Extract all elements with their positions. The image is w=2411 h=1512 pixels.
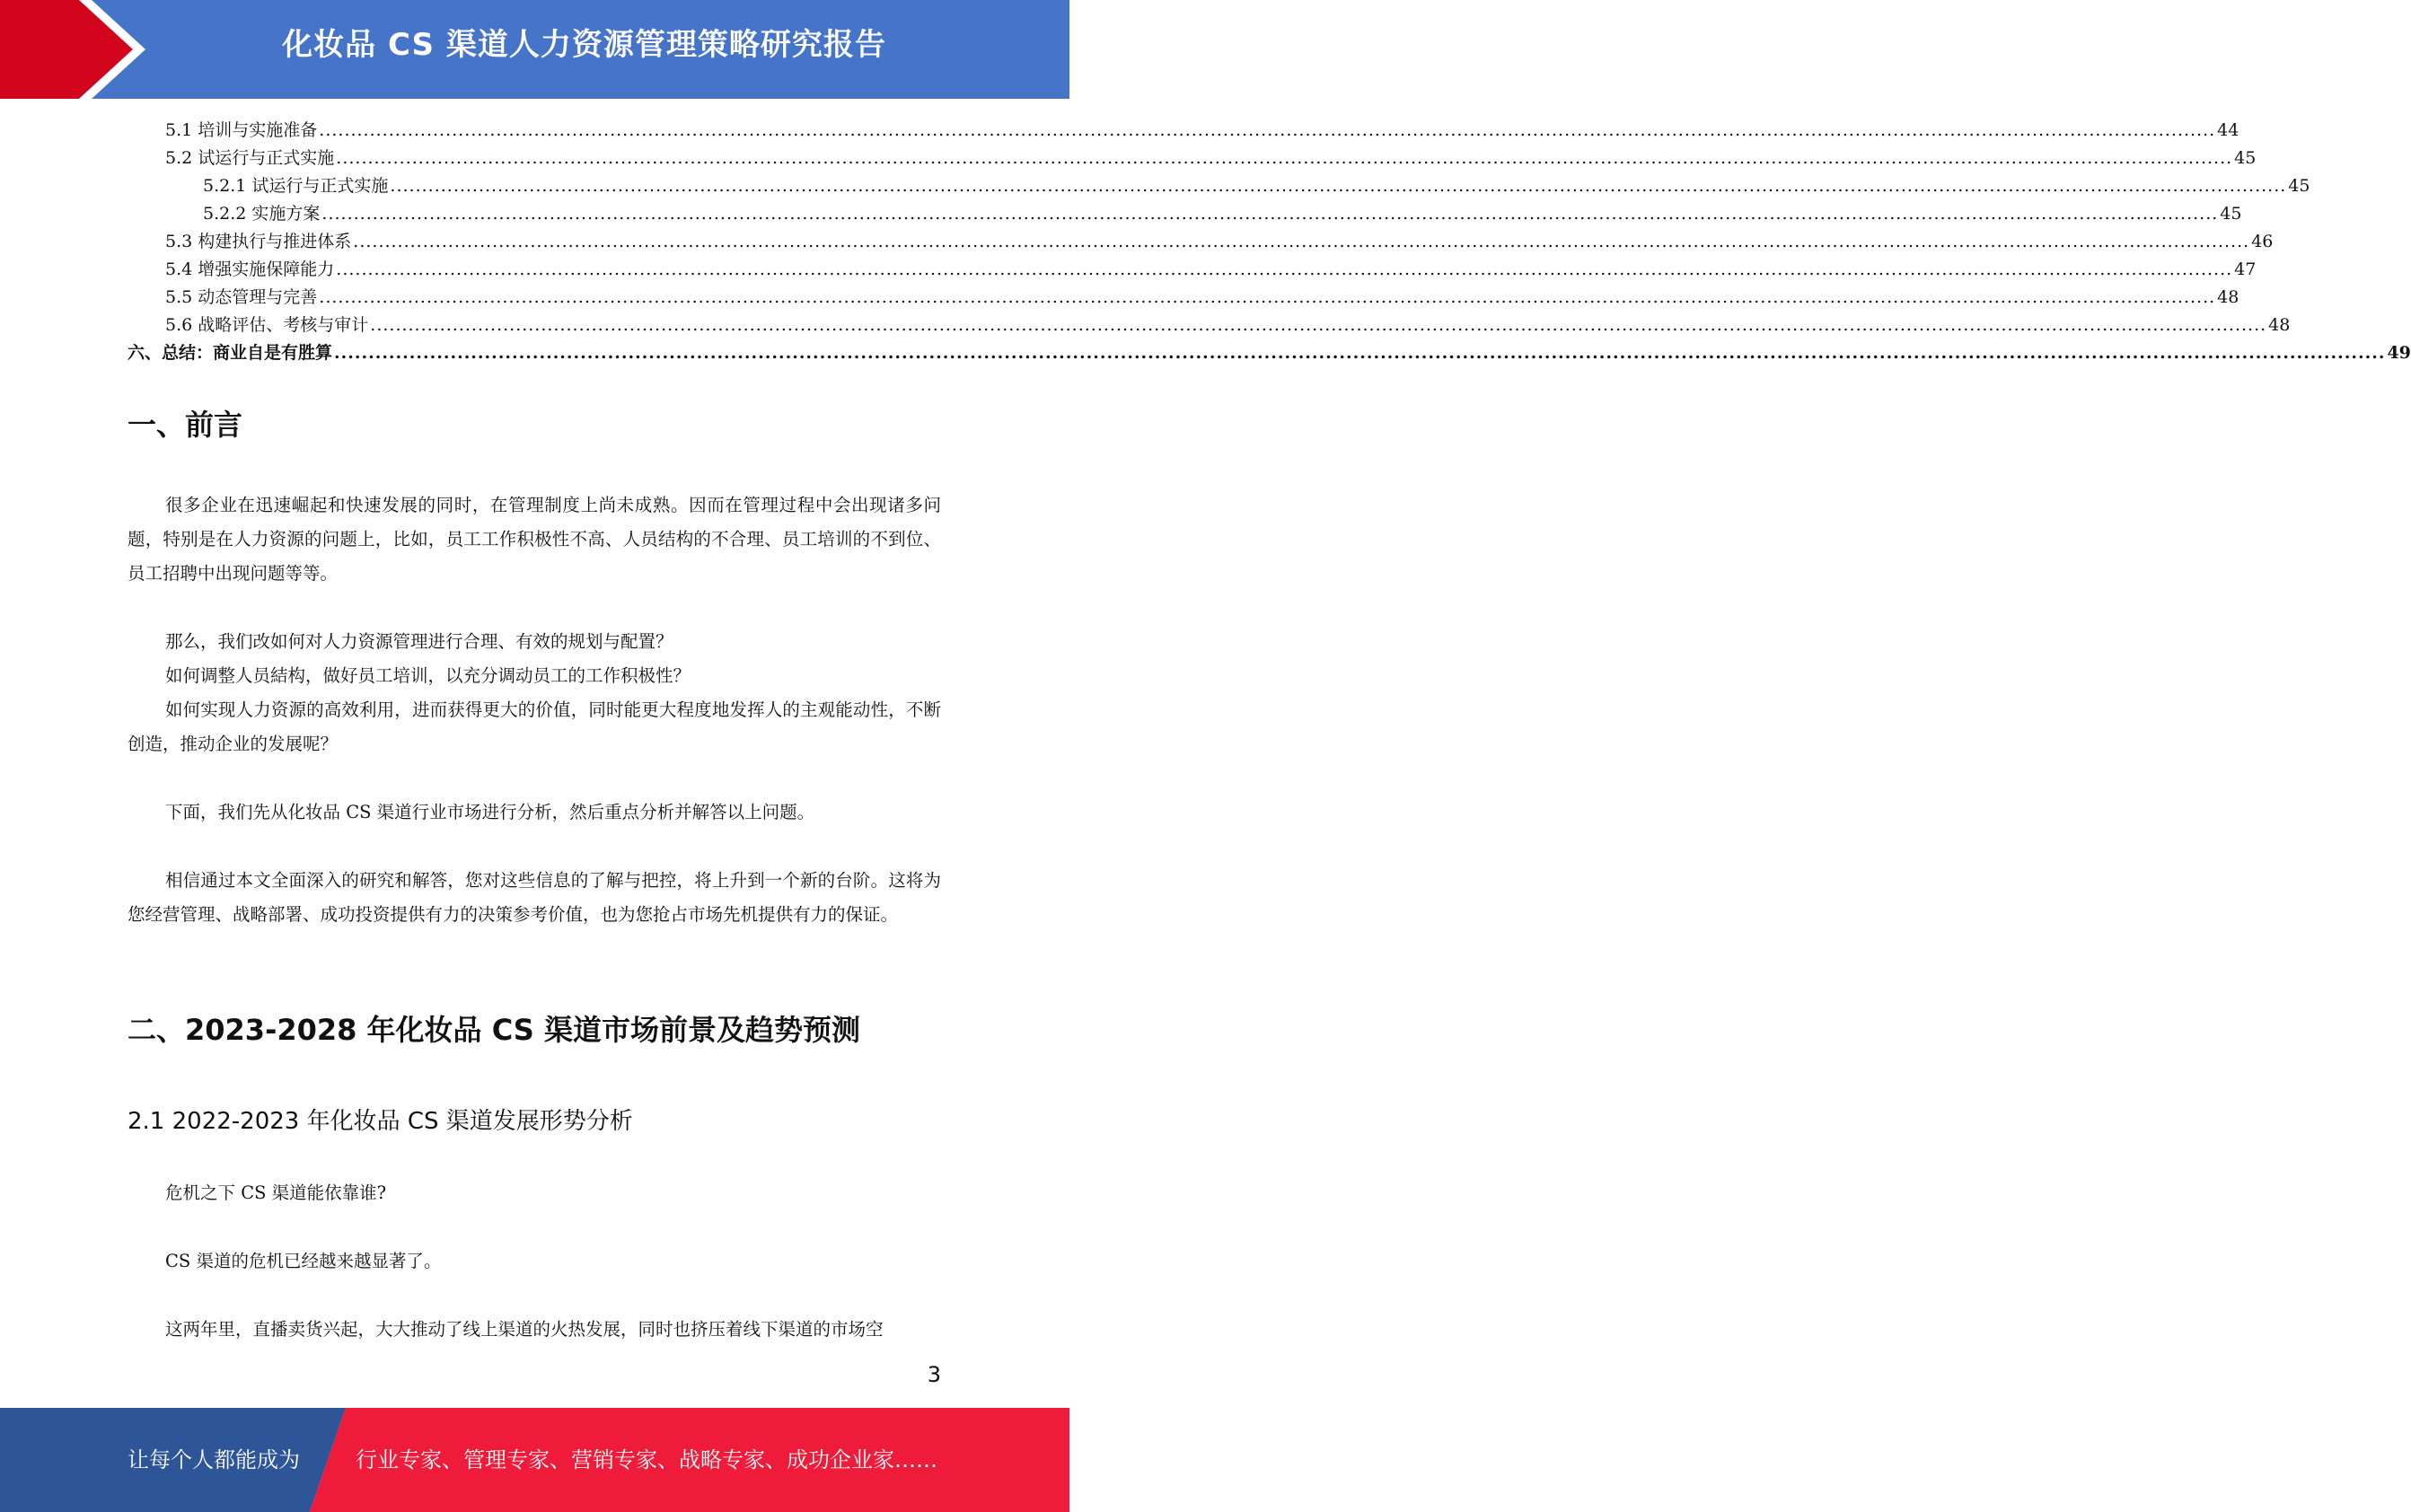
body-paragraph: CS 渠道的危机已经越来越显著了。 [165,1251,442,1271]
report-title: 化妆品 CS 渠道人力资源管理策略研究报告 [282,27,886,63]
toc-entry-number: 5.4 [165,259,193,279]
body-paragraph: 危机之下 CS 渠道能依靠谁? [165,1182,387,1203]
toc-entry-number: 5.6 [165,315,193,335]
toc-entry-title: 动态管理与完善 [198,287,318,307]
footer-slogan-right: 行业专家、管理专家、营销专家、战略专家、成功企业家…… [356,1447,937,1472]
toc-entry-number: 5.2.2 [203,204,247,224]
body-paragraph: 如何实现人力资源的高效利用，进而获得更大的价值，同时能更大程度地发挥人的主观能动性，不断创造，推动企业的发展呢？ [128,699,941,754]
toc-entry-page: 44 [2217,120,2239,140]
toc-entry-page: 49 [2387,343,2411,363]
toc-entry[interactable] [128,145,2257,172]
body-paragraph: 如何调整人员結构，做好员工培训，以充分调动员工的工作积极性？ [165,665,691,686]
toc-entry-title: 试运行与正式实施 [198,148,335,168]
toc-entry[interactable] [128,117,2239,145]
toc-entry-page: 47 [2234,259,2257,279]
toc-entry-page: 46 [2251,232,2274,251]
toc-leader-dots: ............................................................................................................................................................................................................................................................................................................ [336,148,2233,168]
toc-entry-title: 战略评估、考核与审计 [198,315,369,335]
toc-entry[interactable] [128,228,2274,256]
toc-entry-number: 5.2 [165,148,193,168]
toc-entry-title: 培训与实施准备 [198,120,318,140]
toc-leader-dots: ............................................................................................................................................................................................................................................................................................................ [370,315,2267,335]
toc-leader-dots: ............................................................................................................................................................................................................................................................................................................ [321,204,2219,224]
toc-entry[interactable] [128,200,2242,228]
section-heading-preface: 一、前言 [128,408,243,442]
toc-leader-dots: ............................................................................................................................................................................................................................................................................................................ [390,176,2287,196]
page-footer [0,1408,1069,1512]
toc-entry-number: 5.5 [165,287,193,307]
toc-leader-dots: ............................................................................................................................................................................................................................................................................................................ [319,120,2216,140]
footer-slogan-left: 让每个人都能成为 [128,1447,300,1472]
body-paragraph: 下面，我们先从化妆品 CS 渠道行业市场进行分析，然后重点分析并解答以上问题。 [165,802,815,822]
body-paragraph: 相信通过本文全面深入的研究和解答，您对这些信息的了解与把控，将上升到一个新的台阶。这将为您经营管理、战略部署、成功投资提供有力的决策参考价值，也为您抢占市场先机提供有力的保证。 [128,870,941,925]
table-of-contents [128,117,2411,367]
toc-leader-dots: ............................................................................................................................................................................................................................................................................................................ [353,232,2250,251]
body-paragraph: 很多企业在迅速崛起和快速发展的同时，在管理制度上尚未成熟。因而在管理过程中会出现诸多问题，特别是在人力资源的问题上，比如，员工工作积极性不高、人员结构的不合理、员工培训的不到位、员工招聘中出现问题等等。 [128,495,941,584]
toc-entry-page: 45 [2288,176,2310,196]
toc-entry-title: 增强实施保障能力 [198,259,335,279]
toc-entry-title: 实施方案 [251,204,321,224]
toc-entry-number: 5.1 [165,120,193,140]
toc-leader-dots: ............................................................................................................................................................................................................................................................................................................ [336,259,2233,279]
body-paragraph: 这两年里，直播卖货兴起，大大推动了线上渠道的火热发展，同时也挤压着线下渠道的市场空 [165,1319,884,1340]
section-heading-forecast: 二、2023-2028 年化妆品 CS 渠道市场前景及趋势预测 [128,1013,860,1047]
page-header [0,0,1069,99]
toc-entry[interactable] [128,256,2257,284]
toc-entry[interactable] [128,172,2310,200]
toc-leader-dots: ............................................................................................................................................................................................................................................................................................................ [319,287,2216,307]
toc-entry[interactable] [128,284,2239,312]
toc-entry-number: 5.3 [165,232,193,251]
toc-entry-page: 48 [2217,287,2239,307]
toc-entry-chapter[interactable] [128,339,2411,367]
toc-entry-page: 48 [2268,315,2291,335]
toc-leader-dots: ............................................................................................................................................................................................................................................................................................................ [334,343,2386,363]
toc-entry-title: 试运行与正式实施 [251,176,389,196]
toc-entry-page: 45 [2234,148,2257,168]
page-number: 3 [927,1362,941,1387]
subsection-heading: 2.1 2022-2023 年化妆品 CS 渠道发展形势分析 [128,1108,633,1135]
body-paragraph: 那么，我们改如何对人力资源管理进行合理、有效的规划与配置？ [165,631,673,652]
toc-entry-title: 构建执行与推进体系 [198,232,352,251]
toc-entry[interactable] [128,312,2291,339]
toc-entry-page: 45 [2220,204,2242,224]
toc-entry-title: 六、总结：商业自是有胜算 [128,343,333,363]
toc-entry-number: 5.2.1 [203,176,247,196]
